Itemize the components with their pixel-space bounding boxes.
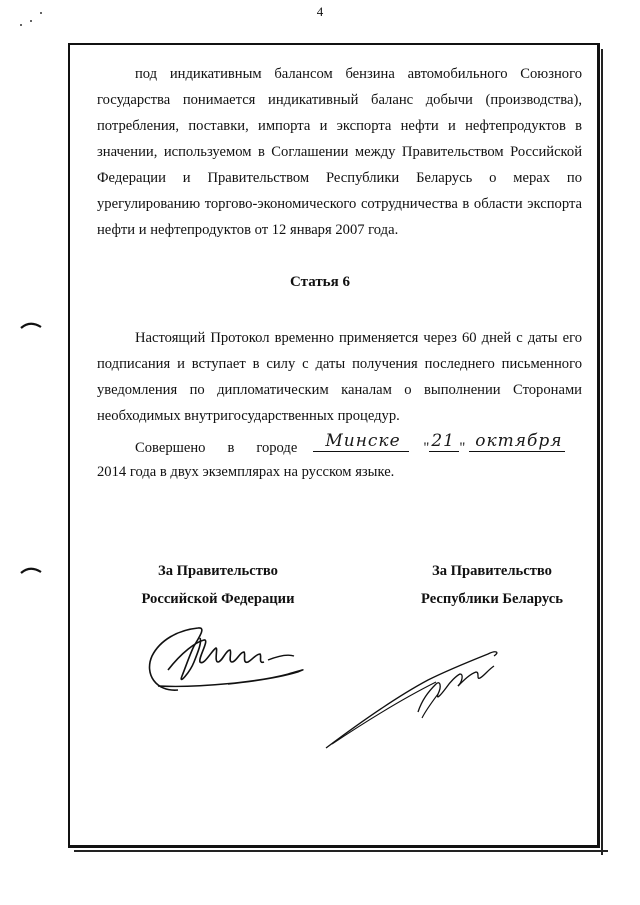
signing-year-line: 2014 года в двух экземплярах на русском языке. <box>97 464 395 480</box>
signatory-belarus <box>392 557 592 613</box>
signature-russia <box>138 612 318 702</box>
signatory-russia-line2: Российской Федерации <box>141 591 295 607</box>
scan-speck <box>30 20 32 22</box>
scan-speck <box>20 24 22 26</box>
signatory-russia-line1: За Правительство <box>158 563 278 579</box>
signature-belarus <box>318 640 518 752</box>
month-handwritten: октября <box>475 431 563 451</box>
signing-word-in: в <box>227 440 235 456</box>
quote-close: " <box>459 440 466 456</box>
paragraph-text: под индикативным балансом бензина автомобильного Союзного государства понимается индикативный баланс добычи (производства), потребления, поставки, импорта и экспорта нефти и нефтепродуктов в значении, используемом в Соглашении между Правительством Российской Федерации и Правительством Республики Беларусь о мерах по урегулированию торгово-экономического сотрудничества в области экспорта нефти и нефтепродуктов от 12 января 2007 года. <box>97 66 582 238</box>
paragraph-application <box>97 325 582 429</box>
day-fill-line <box>429 433 459 452</box>
article-title: Статья 6 <box>290 274 350 290</box>
signing-word-city: городе <box>256 440 298 456</box>
page-number: 4 <box>316 4 324 19</box>
binder-hole-mark <box>20 565 42 575</box>
paragraph-indicative-balance <box>97 61 582 243</box>
paragraph-text: Настоящий Протокол временно применяется через 60 дней с даты его подписания и вступает в силу с даты получения последнего письменного уведомления по дипломатическим каналам о выполнении Сторонами необходимых внутригосударственных процедур. <box>97 330 582 424</box>
day-handwritten: 21 <box>431 431 455 451</box>
signatory-belarus-line2: Республики Беларусь <box>421 591 563 607</box>
signing-place-date-line <box>97 433 587 461</box>
city-handwritten: Минске <box>325 431 401 451</box>
binder-hole-mark <box>20 320 42 330</box>
month-fill-line <box>469 433 565 452</box>
quote-open: " <box>423 440 430 456</box>
city-fill-line <box>313 433 409 452</box>
signing-word-done: Совершено <box>135 440 206 456</box>
signatory-russia <box>118 557 318 613</box>
signatory-belarus-line1: За Правительство <box>432 563 552 579</box>
